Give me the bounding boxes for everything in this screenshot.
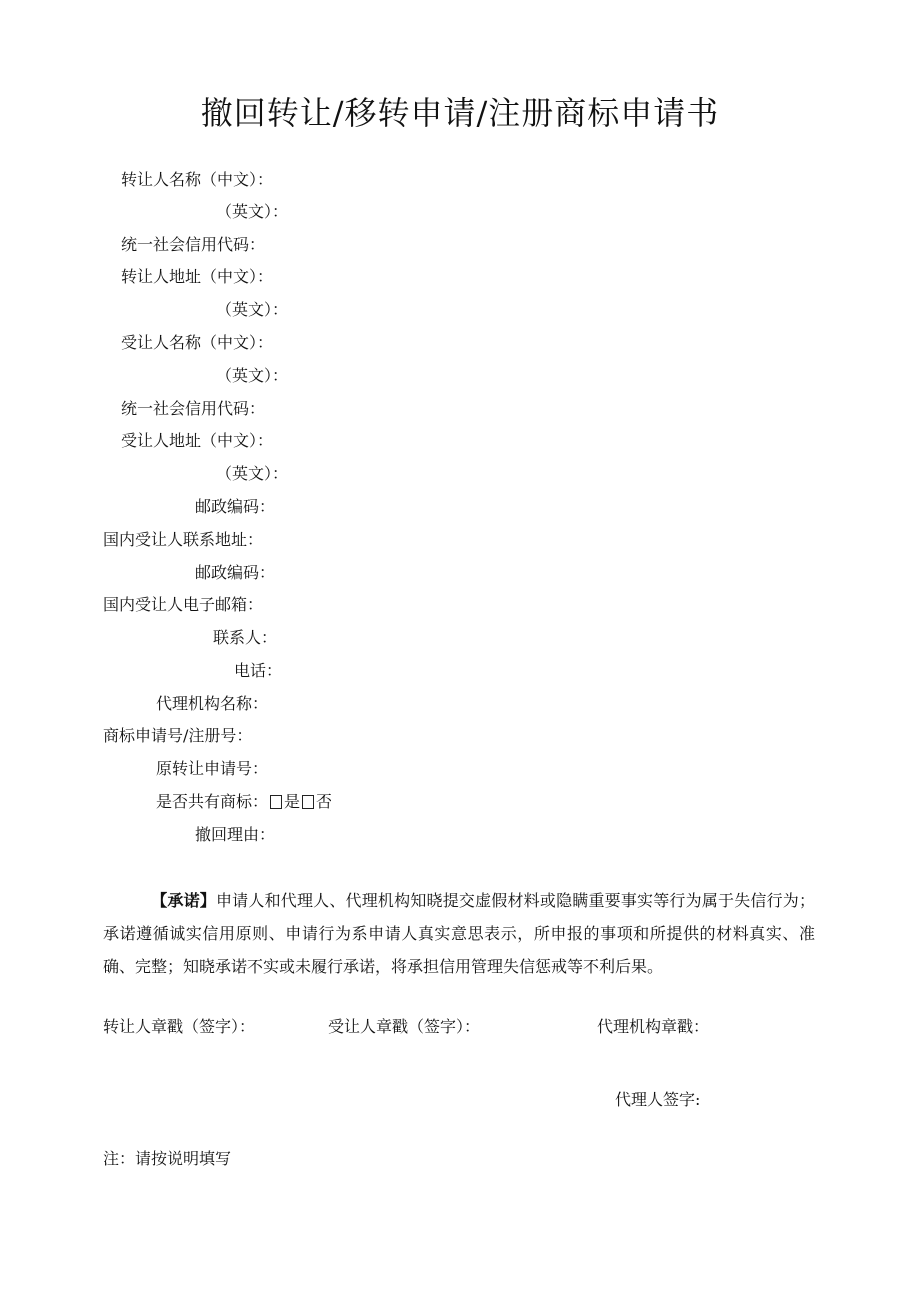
pledge-paragraph (103, 884, 815, 983)
pledge-tag: 【承诺】 (151, 891, 216, 910)
shared-trademark-row (156, 791, 332, 813)
transferor-address-en-label: （英文）： (216, 300, 289, 319)
trademark-number-label: 商标申请号/注册号： (103, 726, 253, 745)
transferee-seal-label: 受让人章戳（签字）： (328, 1017, 481, 1036)
shared-trademark-options (268, 791, 332, 813)
original-transfer-number-label: 原转让申请号： (156, 759, 269, 778)
transferee-name-cn-label: 受让人名称（中文）： (121, 333, 274, 352)
transferor-seal-label: 转让人章戳（签字）： (103, 1017, 256, 1036)
shared-no-label: 否 (316, 792, 333, 811)
transferor-address-cn-label: 转让人地址（中文）： (121, 267, 274, 286)
transferor-credit-code-label: 统一社会信用代码： (121, 235, 266, 254)
withdraw-reason-label: 撤回理由： (195, 825, 276, 844)
domestic-contact-address-label: 国内受让人联系地址： (103, 530, 264, 549)
footnote: 注：请按说明填写 (103, 1149, 232, 1168)
document-title: 撤回转让/移转申请/注册商标申请书 (200, 94, 720, 132)
pledge-text: 申请人和代理人、代理机构知晓提交虚假材料或隐瞒重要事实等行为属于失信行为；承诺遵循诚实信用原则、申请行为系申请人真实意思表示，所申报的事项和所提供的材料真实、准确、完整；知晓承诺不实或未履行承诺，将承担信用管理失信惩戒等不利后果。 (103, 891, 815, 976)
postal-code-label-2: 邮政编码： (195, 563, 276, 582)
transferee-address-en-label: （英文）： (216, 464, 289, 483)
postal-code-label: 邮政编码： (195, 497, 276, 516)
phone-label: 电话： (234, 661, 283, 680)
shared-yes-label: 是 (284, 792, 301, 811)
transferee-name-en-label: （英文）： (216, 366, 289, 385)
shared-no-checkbox[interactable] (302, 795, 314, 809)
shared-trademark-label: 是否共有商标： (156, 792, 269, 811)
agency-name-label: 代理机构名称： (156, 694, 269, 713)
transferee-address-cn-label: 受让人地址（中文）： (121, 431, 274, 450)
transferor-name-cn-label: 转让人名称（中文）： (121, 170, 274, 189)
contact-person-label: 联系人： (213, 628, 278, 647)
agent-signature-label: 代理人签字: (615, 1090, 701, 1109)
agency-seal-label: 代理机构章戳： (597, 1017, 710, 1036)
transferor-name-en-label: （英文）： (216, 202, 289, 221)
domestic-email-label: 国内受让人电子邮箱： (103, 595, 264, 614)
shared-yes-checkbox[interactable] (270, 795, 282, 809)
transferee-credit-code-label: 统一社会信用代码： (121, 399, 266, 418)
